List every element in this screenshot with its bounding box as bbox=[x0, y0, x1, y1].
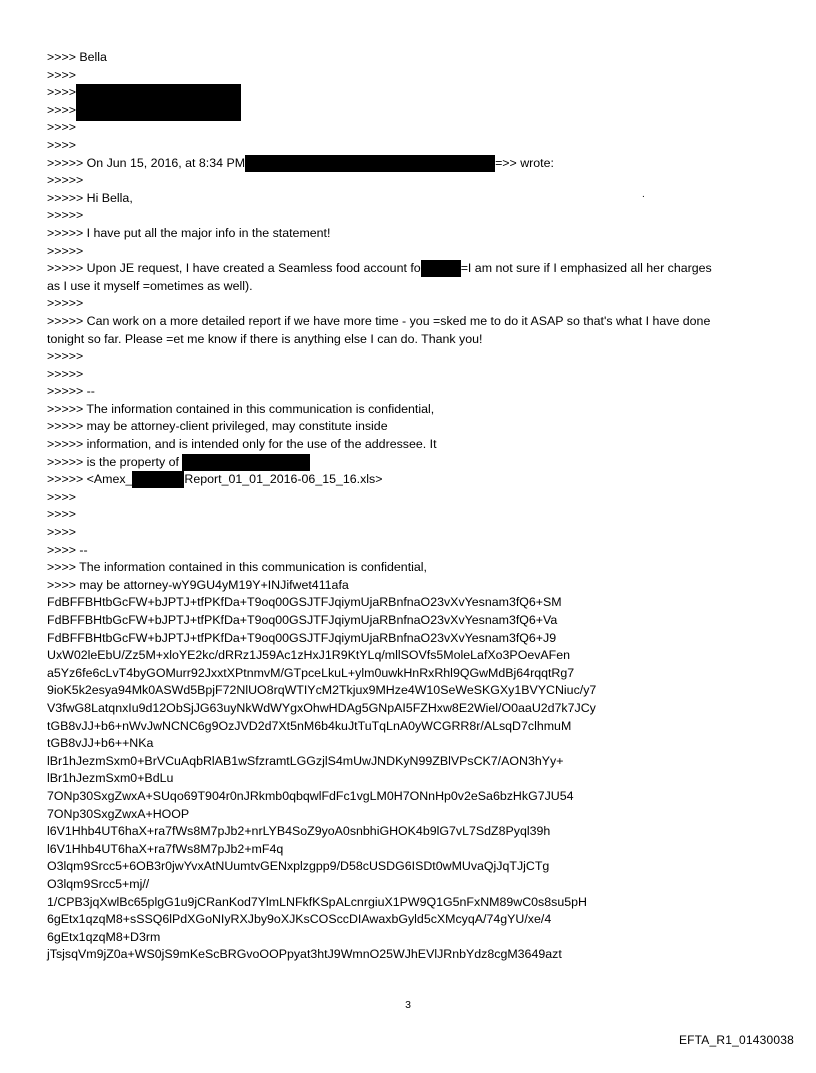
text-line: >>>> may be attorney-wY9GU4yM19Y+INJifwet411afa bbox=[47, 577, 349, 592]
text-line: >>>> The information contained in this communication is confidential, bbox=[47, 560, 427, 575]
redaction-box bbox=[421, 260, 461, 277]
text-line: UxW02leEbU/Zz5M+xloYE2kc/dRRz1J59Ac1zHxJ1R9KtYLq/mllSOVfs5MoleLafXo3POevAFen bbox=[47, 648, 571, 663]
page-number: 3 bbox=[405, 999, 411, 1011]
text-line: >>>>> -- bbox=[47, 384, 95, 399]
text-line: lBr1hJezmSxm0+BdLu bbox=[47, 771, 174, 786]
text-line: >>>>> bbox=[47, 173, 84, 188]
text-line: as I use it myself =ometimes as well). bbox=[47, 278, 253, 293]
text-line: >>>> bbox=[47, 137, 76, 152]
text-line: >>>> bbox=[47, 67, 76, 82]
text-line: O3lqm9Srcc5+mj// bbox=[47, 876, 150, 891]
text-line: >>>> bbox=[47, 489, 76, 504]
text-line: >>>> bbox=[47, 507, 76, 522]
text-line: >>>>> <Amex_ Report_01_01_2016-06_15_16.xls> bbox=[47, 472, 383, 487]
text-line: >>>>> information, and is intended only for the use of the addressee. It bbox=[47, 437, 437, 452]
text-line: tonight so far. Please =et me know if there is anything else I can do. Thank you! bbox=[47, 331, 483, 346]
text-line: >>>>> Hi Bella, bbox=[47, 190, 133, 205]
text-line: jTsjsqVm9jZ0a+WS0jS9mKeScBRGvoOOPpyat3htJ9WmnO25WJhEVlJRnbYdz8cgM3649azt bbox=[47, 947, 562, 962]
text-line: O3lqm9Srcc5+6OB3r0jwYvxAtNUumtvGENxplzgpp9/D58cUSDG6ISDt0wMUvaQjJqTJjCTg bbox=[47, 859, 550, 874]
text-line: V3fwG8LatqnxIu9d12ObSjJG63uyNkWdWYgxOhwHDAg5GNpAI5FZHxw8E2Wiel/O0aaU2d7k7JCy bbox=[47, 700, 596, 715]
text-line: FdBFFBHtbGcFW+bJPTJ+tfPKfDa+T9oq00GSJTFJqiymUjaRBnfnaO23vXvYesnam3fQ6+J9 bbox=[47, 630, 557, 645]
text-line: >>>>> bbox=[47, 296, 84, 311]
text-line: l6V1Hhb4UT6haX+ra7fWs8M7pJb2+mF4q bbox=[47, 841, 284, 856]
text-line: tGB8vJJ+b6+nWvJwNCNC6g9OzJVD2d7Xt5nM6b4kuJtTuTqLnA0yWCGRR8r/ALsqD7clhmuM bbox=[47, 718, 572, 733]
stray-mark: . bbox=[642, 189, 645, 200]
text-line: 7ONp30SxgZwxA+SUqo69T904r0nJRkmb0qbqwlFdFc1vgLM0H7ONnHp0v2eSa6bzHkG7JU54 bbox=[47, 788, 574, 803]
text-line: >>>>> On Jun 15, 2016, at 8:34 PM =>> wrote: bbox=[47, 155, 554, 170]
email-body bbox=[47, 49, 782, 964]
text-line: 9ioK5k2esya94Mk0ASWd5BpjF72NlUO8rqWTIYcM2Tkjux9MHze4W10SeWeSKGXy1BVYCNiuc/y7 bbox=[47, 683, 597, 698]
text-line: FdBFFBHtbGcFW+bJPTJ+tfPKfDa+T9oq00GSJTFJqiymUjaRBnfnaO23vXvYesnam3fQ6+Va bbox=[47, 613, 558, 627]
text-line: >>>> -- bbox=[47, 542, 88, 557]
redaction-box bbox=[245, 155, 495, 172]
text-line: >>>>> Upon JE request, I have created a Seamless food account fo =I am not sure if I emphasized all her charges bbox=[47, 261, 712, 276]
text-line: FdBFFBHtbGcFW+bJPTJ+tfPKfDa+T9oq00GSJTFJqiymUjaRBnfnaO23vXvYesnam3fQ6+SM bbox=[47, 595, 562, 610]
document-id: EFTA_R1_01430038 bbox=[678, 1033, 794, 1047]
text-line: >>>>> is the property of bbox=[47, 454, 782, 472]
text-line: >>>>> bbox=[47, 208, 84, 223]
text-line: a5Yz6fe6cLvT4byGOMurr92JxxtXPtnmvM/GTpceLkuL+ylm0uwkHnRxRhl9QGwMdBj64rqqtRg7 bbox=[47, 665, 575, 680]
text-line: >>>> bbox=[47, 525, 76, 540]
text-line: >>>> bbox=[47, 84, 782, 102]
text-line: >>>>> Can work on a more detailed report if we have more time - you =sked me to do it ASAP so that's what I have done bbox=[47, 313, 711, 328]
text-line: 1/CPB3jqXwlBc65plgG1u9jCRanKod7YlmLNFkfKSpALcnrgiuX1PW9Q1G5nFxNM89wC0s8su5pH bbox=[47, 894, 587, 909]
redaction-box bbox=[182, 454, 310, 471]
text-line: >>>>> bbox=[47, 243, 84, 258]
text-line: >>>> bbox=[47, 102, 76, 117]
text-line: 6gEtx1qzqM8+D3rm bbox=[47, 929, 161, 944]
redaction-box bbox=[132, 471, 184, 488]
text-line: lBr1hJezmSxm0+BrVCuAqbRlAB1wSfzramtLGGzjlS4mUwJNDKyN99ZBlVPsCK7/AON3hYy+ bbox=[47, 753, 564, 768]
text-line: >>>>> bbox=[47, 366, 84, 381]
text-line: >>>>> may be attorney-client privileged, may constitute inside bbox=[47, 419, 388, 434]
text-line: >>>> Bella bbox=[47, 50, 107, 64]
redaction-box bbox=[76, 84, 241, 121]
text-line: >>>> bbox=[47, 120, 76, 135]
text-line: >>>>> bbox=[47, 349, 84, 364]
text-line: l6V1Hhb4UT6haX+ra7fWs8M7pJb2+nrLYB4SoZ9yoA0snbhiGHOK4b9lG7vL7SdZ8Pyql39h bbox=[47, 824, 551, 839]
text-line: >>>>> I have put all the major info in the statement! bbox=[47, 225, 331, 240]
text-line: >>>>> The information contained in this communication is confidential, bbox=[47, 401, 435, 416]
text-line: 6gEtx1qzqM8+sSSQ6lPdXGoNIyRXJby9oXJKsCOSccDIAwaxbGyld5cXMcyqA/74gYU/xe/4 bbox=[47, 912, 552, 927]
text-line: 7ONp30SxgZwxA+HOOP bbox=[47, 806, 190, 821]
text-line: tGB8vJJ+b6++NKa bbox=[47, 736, 154, 751]
